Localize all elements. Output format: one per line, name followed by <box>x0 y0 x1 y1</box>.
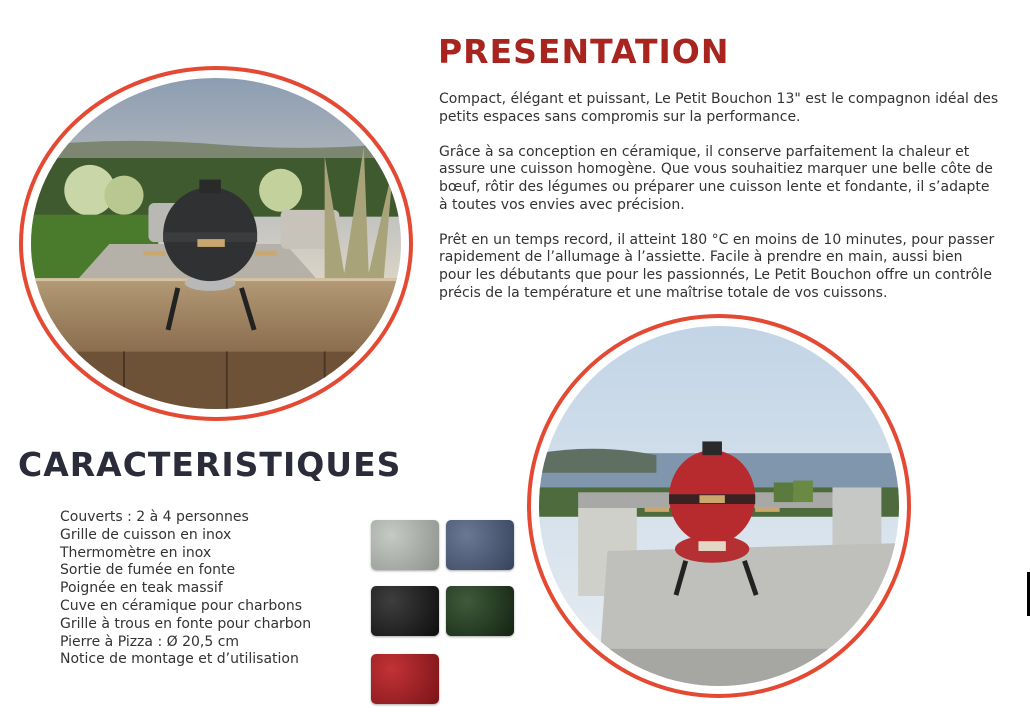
color-swatch-grey <box>371 520 439 570</box>
seaview-photo <box>527 314 911 698</box>
list-item: Sortie de fumée en fonte <box>60 562 236 579</box>
color-swatch-black <box>371 586 439 636</box>
list-item: Couverts : 2 à 4 personnes <box>60 509 249 525</box>
color-swatch-red <box>371 654 439 704</box>
presentation-paragraph: Grâce à sa conception en céramique, il conserve parfaitement la chaleur et assure une cuisson homogène. Que vous souhaitiez marquer une belle côte de bœuf, rôtir des légumes ou préparer une cuisson lente et fondante, il s’adapte à toutes vos envies avec précision. <box>439 143 993 213</box>
color-swatch-blue <box>446 520 514 570</box>
presentation-paragraph: Prêt en un temps record, il atteint 180 °C en moins de 10 minutes, pour passer rapidement de l’allumage à l’assiette. Facile à prendre en main, aussi bien pour les débutants que pour les passionnés, Le Petit Bouchon offre un contrôle précis de la température et une maîtrise totale de vos cuissons. <box>439 231 995 301</box>
presentation-title: PRESENTATION <box>438 32 730 71</box>
list-item: Thermomètre en inox <box>60 544 212 561</box>
color-swatch-green <box>446 586 514 636</box>
list-item: Pierre à Pizza : Ø 20,5 cm <box>60 633 240 650</box>
terrace-photo <box>19 66 413 421</box>
terrace-grill-image <box>31 78 401 409</box>
presentation-text <box>439 91 999 320</box>
list-item: Notice de montage et d’utilisation <box>60 651 299 668</box>
seaview-grill-image <box>539 326 899 686</box>
presentation-paragraph: Compact, élégant et puissant, Le Petit Bouchon 13" est le compagnon idéal des petits espaces sans compromis sur la performance. <box>439 91 999 125</box>
caracteristiques-title: CARACTERISTIQUES <box>18 445 402 484</box>
list-item: Poignée en teak massif <box>60 580 223 597</box>
list-item: Grille de cuisson en inox <box>60 526 232 543</box>
list-item: Cuve en céramique pour charbons <box>60 597 302 614</box>
feature-list <box>60 509 311 669</box>
list-item: Grille à trous en fonte pour charbon <box>60 615 312 632</box>
